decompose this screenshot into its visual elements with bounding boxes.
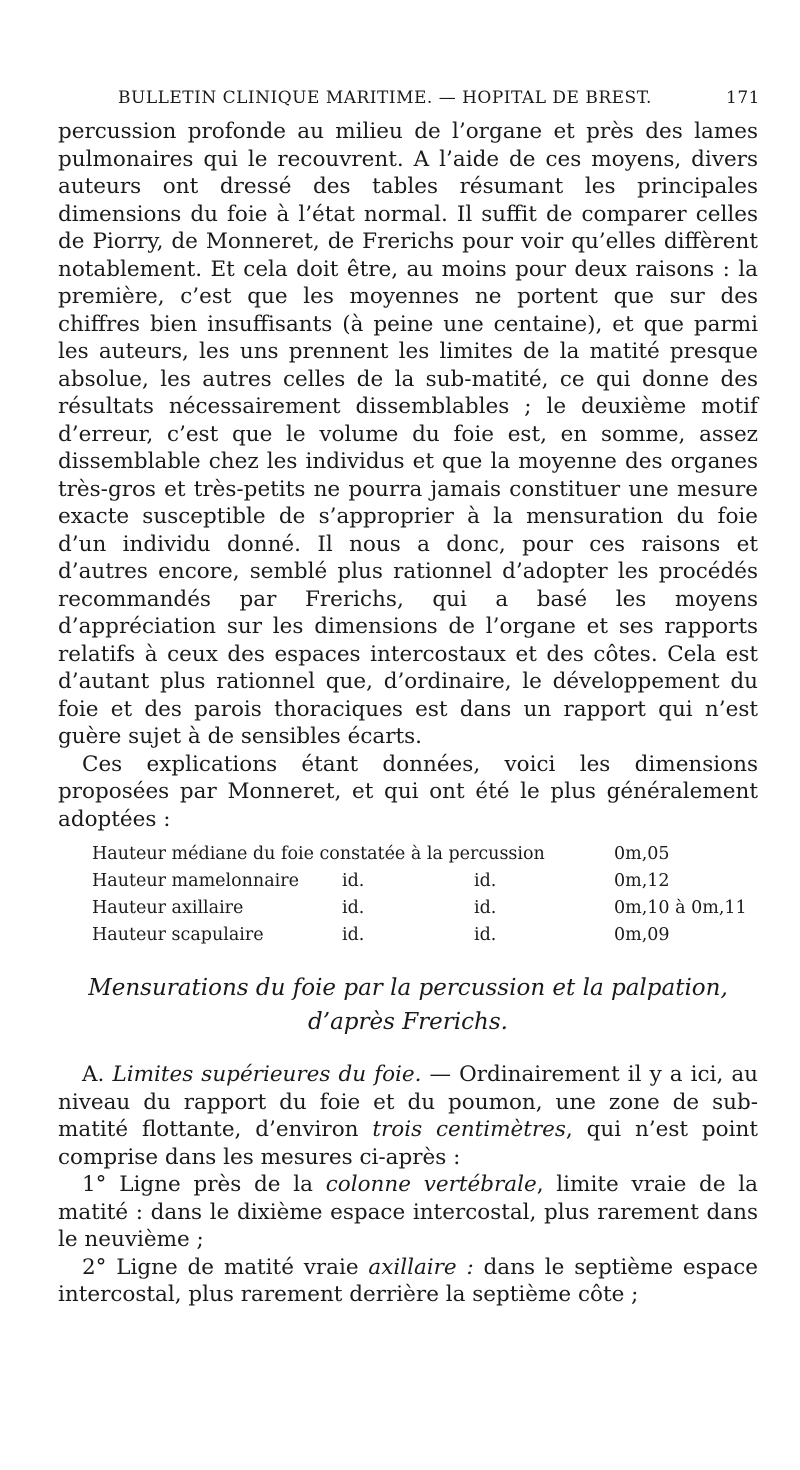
emphasis: trois centimètres	[372, 1117, 566, 1142]
table-cell-label: Hauteur médiane du foie constatée à la percussion	[92, 844, 545, 864]
paragraph: percussion profonde au milieu de l’organe et près des lames pulmonaires qui le recouvrent. A l’aide de ces moyens, divers auteurs ont dressé des tables résumant les principales dimensions du foie à l’état normal. Il suffit de comparer celles de Piorry, de Monneret, de Frerichs pour voir qu’elles diffèrent notablement. Et cela doit être, au moins pour deux raisons : la première, c’est que les moyennes ne portent que sur des chiffres bien insuffisants (à peine une centaine), et que parmi les auteurs, les uns prennent les limites de la matité presque absolue, les autres celles de la sub-matité, ce qui donne des résultats nécessairement dissemblables ; le deuxième motif d’erreur, c’est que le volume du foie est, en somme, assez dissemblable chez les individus et que la moyenne des organes très-gros et très-petits ne pourra jamais constituer une mesure exacte susceptible de s’approprier à la mensuration du foie d’un individu donné. Il nous a donc, pour ces raisons et d’autres encore, semblé plus rationnel d’adopter les procédés recommandés par Frerichs, qui a basé les moyens d’appréciation sur les dimensions de l’organe et ses rapports relatifs à ceux des espaces intercostaux et des côtes. Cela est d’autant plus rationnel que, d’ordinaire, le développement du foie et des parois thoraciques est dans un rapport qui n’est guère sujet à de sensibles écarts.	[58, 119, 758, 749]
list-item	[58, 1254, 758, 1309]
table-cell-id: id.	[342, 898, 365, 918]
table-row	[92, 895, 747, 922]
section-letter: A.	[82, 1062, 105, 1087]
table-cell-label: Hauteur mamelonnaire	[92, 871, 299, 891]
page-number: 171	[726, 88, 760, 108]
section-text: — Ordinairement il y a ici, au niveau du rapport du foie et du poumon, une zone de sub-matité flottante, d’environ	[58, 1062, 759, 1142]
table-cell-value: 0m,05	[614, 844, 670, 864]
running-header	[118, 88, 760, 108]
header-title: BULLETIN CLINIQUE MARITIME. — HOPITAL DE BREST.	[118, 88, 652, 108]
item-text: dans le septième espace intercostal, plus rarement derrière la septième côte ;	[58, 1254, 758, 1307]
table-cell-id: id.	[342, 871, 365, 891]
section-title	[58, 971, 758, 1039]
table-cell-id: id.	[474, 871, 497, 891]
table-cell-label: Hauteur axillaire	[92, 898, 244, 918]
item-number: 2°	[82, 1254, 107, 1280]
item-text: Ligne de matité vraie	[116, 1254, 359, 1280]
table-cell-value: 0m,10 à 0m,11	[614, 898, 747, 918]
paragraph: Ces explications étant données, voici les dimensions proposées par Monneret, et qui ont été le plus généralement adoptées :	[58, 751, 758, 832]
section-title-line: Mensurations du foie par la percussion et la palpation,	[88, 975, 728, 1001]
table-row	[92, 922, 747, 949]
list-item	[58, 1171, 758, 1254]
table-cell-value: 0m,09	[614, 925, 670, 945]
table-cell-id: id.	[342, 925, 365, 945]
emphasis: axillaire :	[368, 1254, 474, 1280]
section-heading: Limites supérieures du foie.	[112, 1062, 422, 1087]
emphasis: colonne vertébrale	[325, 1172, 537, 1197]
table-row	[92, 868, 747, 895]
table-cell-id: id.	[474, 925, 497, 945]
dimensions-table	[92, 841, 747, 949]
table-row	[92, 841, 747, 868]
section-a-paragraph	[58, 1061, 758, 1171]
item-text: Ligne près de la	[119, 1172, 313, 1197]
table-cell-label: Hauteur scapulaire	[92, 925, 264, 945]
item-number: 1°	[82, 1172, 107, 1197]
item-text: , limite vraie de la matité : dans le dixième espace intercostal, plus rarement dans le neuvième ;	[58, 1172, 758, 1252]
table-cell-id: id.	[474, 898, 497, 918]
section-title-line: d’après Frerichs.	[308, 1009, 508, 1035]
table-cell-value: 0m,12	[614, 871, 670, 891]
section-text: , qui n’est point comprise dans les mesures ci-après :	[58, 1117, 758, 1170]
body-text	[58, 118, 758, 1309]
